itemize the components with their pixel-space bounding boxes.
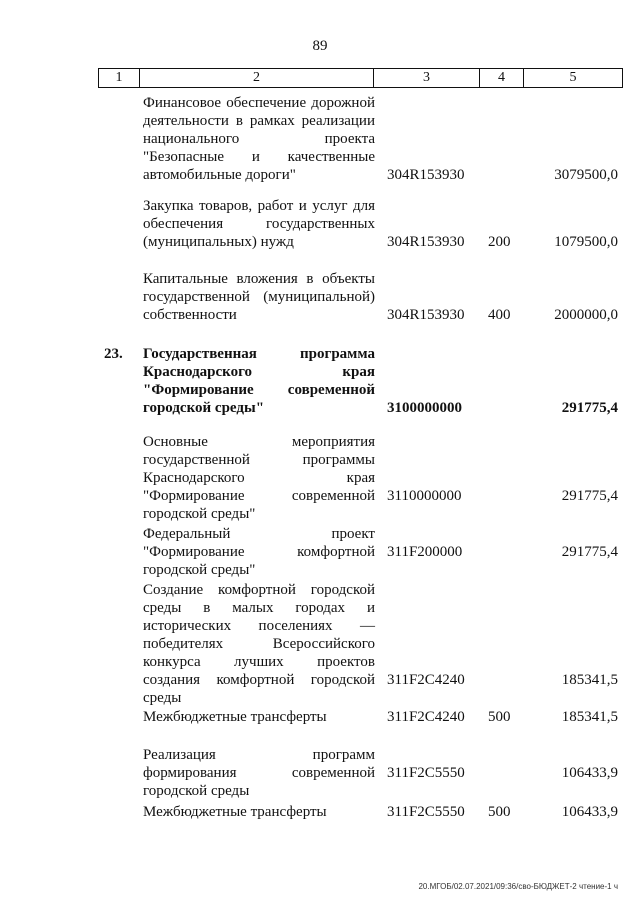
row-name: Закупка товаров, работ и услуг для обеспечения государственных (муниципальных) нужд bbox=[143, 198, 375, 250]
row-code: 311F2C4240 bbox=[387, 709, 465, 725]
row-name: Федеральный проект "Формирование комфортной городской среды" bbox=[143, 526, 375, 578]
row-code: 304R153930 bbox=[387, 167, 465, 183]
row-amount: 291775,4 bbox=[561, 400, 618, 416]
row-amount: 291775,4 bbox=[561, 544, 618, 560]
row-code: 311F2C4240 bbox=[387, 672, 465, 688]
row-amount: 291775,4 bbox=[561, 488, 618, 504]
row-code: 3100000000 bbox=[387, 400, 462, 416]
header-col-4: 4 bbox=[480, 69, 524, 87]
row-name: Основные мероприятия государственной программы Краснодарского края "Формирование современной городской среды" bbox=[143, 434, 375, 522]
row-code: 304R153930 bbox=[387, 234, 465, 250]
header-col-3: 3 bbox=[374, 69, 480, 87]
row-name: Финансовое обеспечение дорожной деятельности в рамках реализации национального проекта "Безопасные и качественные автомобильные дороги" bbox=[143, 95, 375, 183]
page-number: 89 bbox=[312, 38, 328, 54]
table-header bbox=[98, 68, 623, 88]
row-vr: 400 bbox=[488, 307, 511, 323]
row-name: Государственная программа Краснодарского края "Формирование современной городской среды" bbox=[143, 346, 375, 416]
row-code: 311F200000 bbox=[387, 544, 463, 560]
row-amount: 2000000,0 bbox=[554, 307, 618, 323]
row-name: Межбюджетные трансферты bbox=[143, 709, 327, 725]
row-amount: 185341,5 bbox=[561, 672, 618, 688]
row-name: Реализация программ формирования современной городской среды bbox=[143, 747, 375, 799]
row-vr: 500 bbox=[488, 804, 511, 820]
row-amount: 106433,9 bbox=[561, 765, 618, 781]
row-amount: 1079500,0 bbox=[554, 234, 618, 250]
row-code: 304R153930 bbox=[387, 307, 465, 323]
header-col-5: 5 bbox=[569, 70, 577, 85]
document-footer-stamp: 20.МГОБ/02.07.2021/09:36/сво-БЮДЖЕТ-2 чтение-1 ч bbox=[418, 882, 618, 891]
row-name: Капитальные вложения в объекты государственной (муниципальной) собственности bbox=[143, 271, 375, 323]
row-code: 311F2C5550 bbox=[387, 804, 465, 820]
row-vr: 200 bbox=[488, 234, 511, 250]
row-name: Межбюджетные трансферты bbox=[143, 804, 327, 820]
row-code: 311F2C5550 bbox=[387, 765, 465, 781]
header-col-1: 1 bbox=[99, 69, 140, 87]
row-name: Создание комфортной городской среды в малых городах и исторических поселениях — победителях Всероссийского конкурса лучших проектов создания комфортной городской среды bbox=[143, 582, 375, 706]
row-vr: 500 bbox=[488, 709, 511, 725]
row-code: 3110000000 bbox=[387, 488, 462, 504]
row-amount: 106433,9 bbox=[561, 804, 618, 820]
row-amount: 3079500,0 bbox=[554, 167, 618, 183]
row-number: 23. bbox=[104, 346, 123, 362]
row-amount: 185341,5 bbox=[561, 709, 618, 725]
header-col-2: 2 bbox=[140, 69, 374, 87]
